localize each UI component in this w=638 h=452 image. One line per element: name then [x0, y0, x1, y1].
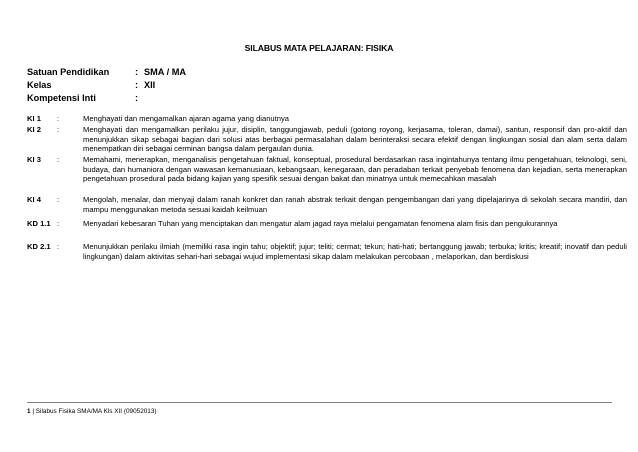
item-code: KI 3: [27, 155, 41, 164]
meta-colon: :: [135, 93, 139, 103]
footer-divider: [27, 402, 612, 403]
item-colon: :: [57, 242, 60, 251]
item-colon: :: [57, 114, 60, 123]
document-title: SILABUS MATA PELAJARAN: FISIKA: [244, 43, 394, 53]
item-text: Menghayati dan mengamalkan ajaran agama yang dianutnya: [83, 114, 290, 123]
item-text: Memahami, menerapkan, menganalisis pengetahuan faktual, konseptual, prosedural berdasarkan rasa ingintahunya tentang ilmu pengetahuan, teknologi, seni, budaya, dan humaniora dengan wawasan kemanusiaan, kebangsaan, kenegaraan, dan peradaban terkait penyebab fenomena dan kejadian, serta menerapkan pengetahuan prosedural pada bidang kajian yang spesifik sesuai dengan bakat dan minatnya untuk memecahkan masalah: [83, 155, 627, 184]
item-code: KI 2: [27, 125, 41, 134]
footer-text: Silabus Fisika SMA/MA Kls XII (09052013): [35, 408, 157, 415]
meta-value: XII: [144, 80, 156, 90]
page-footer: [27, 408, 157, 415]
item-colon: :: [57, 195, 60, 204]
meta-label: Kelas: [27, 80, 52, 90]
meta-colon: :: [135, 67, 139, 77]
item-text: Menyadari kebesaran Tuhan yang menciptakan dan mengatur alam jagad raya melalui pengamatan fenomena alam fisis dan pengukurannya: [83, 219, 558, 228]
page-number: 1: [27, 408, 31, 415]
meta-label: Satuan Pendidikan: [27, 67, 110, 77]
item-code: KI 1: [27, 114, 41, 123]
item-text: Mengolah, menalar, dan menyaji dalam ranah konkret dan ranah abstrak terkait dengan pengembangan dari yang dipelajarinya di sekolah secara mandiri, dan mampu menggunakan metoda sesuai kaidah keilmuan: [83, 195, 627, 214]
meta-colon: :: [135, 80, 139, 90]
item-text: Menunjukkan perilaku ilmiah (memiliki rasa ingin tahu; objektif; jujur; teliti; cermat; tekun; hati-hati; bertanggung jawab; terbuka; kritis; kreatif; inovatif dan peduli lingkungan) dalam aktivitas sehari-hari sebagai wujud implementasi sikap dalam melakukan percobaan , melaporkan, dan berdiskusi: [83, 242, 627, 261]
item-colon: :: [57, 155, 60, 164]
item-colon: :: [57, 219, 60, 228]
meta-label: Kompetensi Inti: [27, 93, 96, 103]
item-code: KD 2.1: [27, 242, 51, 251]
item-text: Menghayati dan mengamalkan perilaku jujur, disiplin, tanggungjawab, peduli (gotong royong, kerjasama, toleran, damai), santun, responsif dan pro-aktif dan menunjukkan sikap sebagai bagian dari solusi atas berbagai permasalahan dalam berinteraksi secara efektif dengan lingkungan sosial dan alam serta dalam menempatkan diri sebagai cerminan bangsa dalam pergaulan dunia.: [83, 125, 627, 154]
footer-separator: |: [30, 408, 36, 415]
item-code: KD 1.1: [27, 219, 51, 228]
item-code: KI 4: [27, 195, 41, 204]
meta-value: SMA / MA: [144, 67, 187, 77]
item-colon: :: [57, 125, 60, 134]
